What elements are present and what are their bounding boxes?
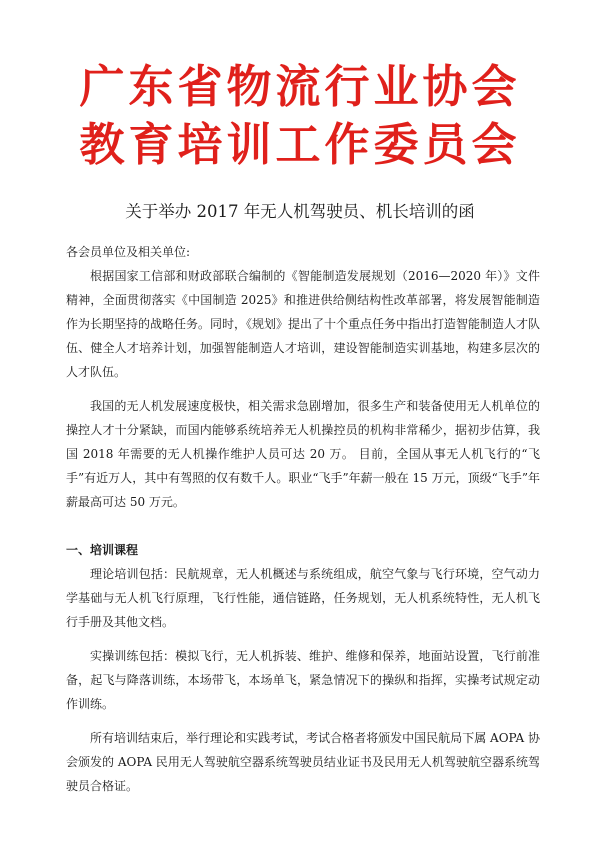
paragraph-demand: 我国的无人机发展速度极快，相关需求急剧增加，很多生产和装备使用无人机单位的操控人才十分紧缺，而国内能够系统培养无人机操控员的机构非常稀少，据初步估算，我国 2018 年需要的无人机操作维护人员可达 20 万。 目前，全国从事无人机飞行的“飞手”有近万人，其中有驾照的仅有数千人。职业“飞手”年薪一般在 15 万元，顶级“飞手”年薪最高可达 50 万元。 bbox=[66, 399, 540, 509]
letterhead-line-1: 广东省物流行业协会 bbox=[79, 60, 521, 113]
paragraph-policy: 根据国家工信部和财政部联合编制的《智能制造发展规划（2016—2020 年）》文件精神，全面贯彻落实《中国制造 2025》和推进供给侧结构性改革部署，将发展智能制造作为长期坚持的战略任务。同时，《规划》提出了十个重点任务中指出打造智能制造人才队伍、健全人才培养计划，加强智能制造人才培训，建设智能制造实训基地，构建多层次的人才队伍。 bbox=[66, 269, 541, 379]
letter-body bbox=[66, 240, 540, 798]
paragraph-theory: 理论培训包括：民航规章，无人机概述与系统组成，航空气象与飞行环境，空气动力学基础与无人机飞行原理，飞行性能，通信链路，任务规划，无人机系统特性，无人机飞行手册及其他文档。 bbox=[66, 567, 540, 629]
paragraph-exam: 所有培训结束后，举行理论和实践考试，考试合格者将颁发中国民航局下属 AOPA 协会颁发的 AOPA 民用无人驾驶航空器系统驾驶员结业证书及民用无人机驾驶航空器系统驾驶员合格证。 bbox=[66, 731, 540, 793]
letter-title: 关于举办 2017 年无人机驾驶员、机长培训的函 bbox=[125, 202, 475, 221]
salutation: 各会员单位及相关单位: bbox=[66, 245, 191, 259]
letterhead-line-2: 教育培训工作委员会 bbox=[79, 118, 521, 171]
paragraph-practice: 实操训练包括：模拟飞行，无人机拆装、维护、维修和保养，地面站设置，飞行前准备，起飞与降落训练，本场带飞，本场单飞，紧急情况下的操纵和指挥，实操考试规定动作训练。 bbox=[66, 649, 540, 711]
section-heading-courses: 一、培训课程 bbox=[66, 543, 139, 557]
letterhead bbox=[0, 58, 600, 174]
